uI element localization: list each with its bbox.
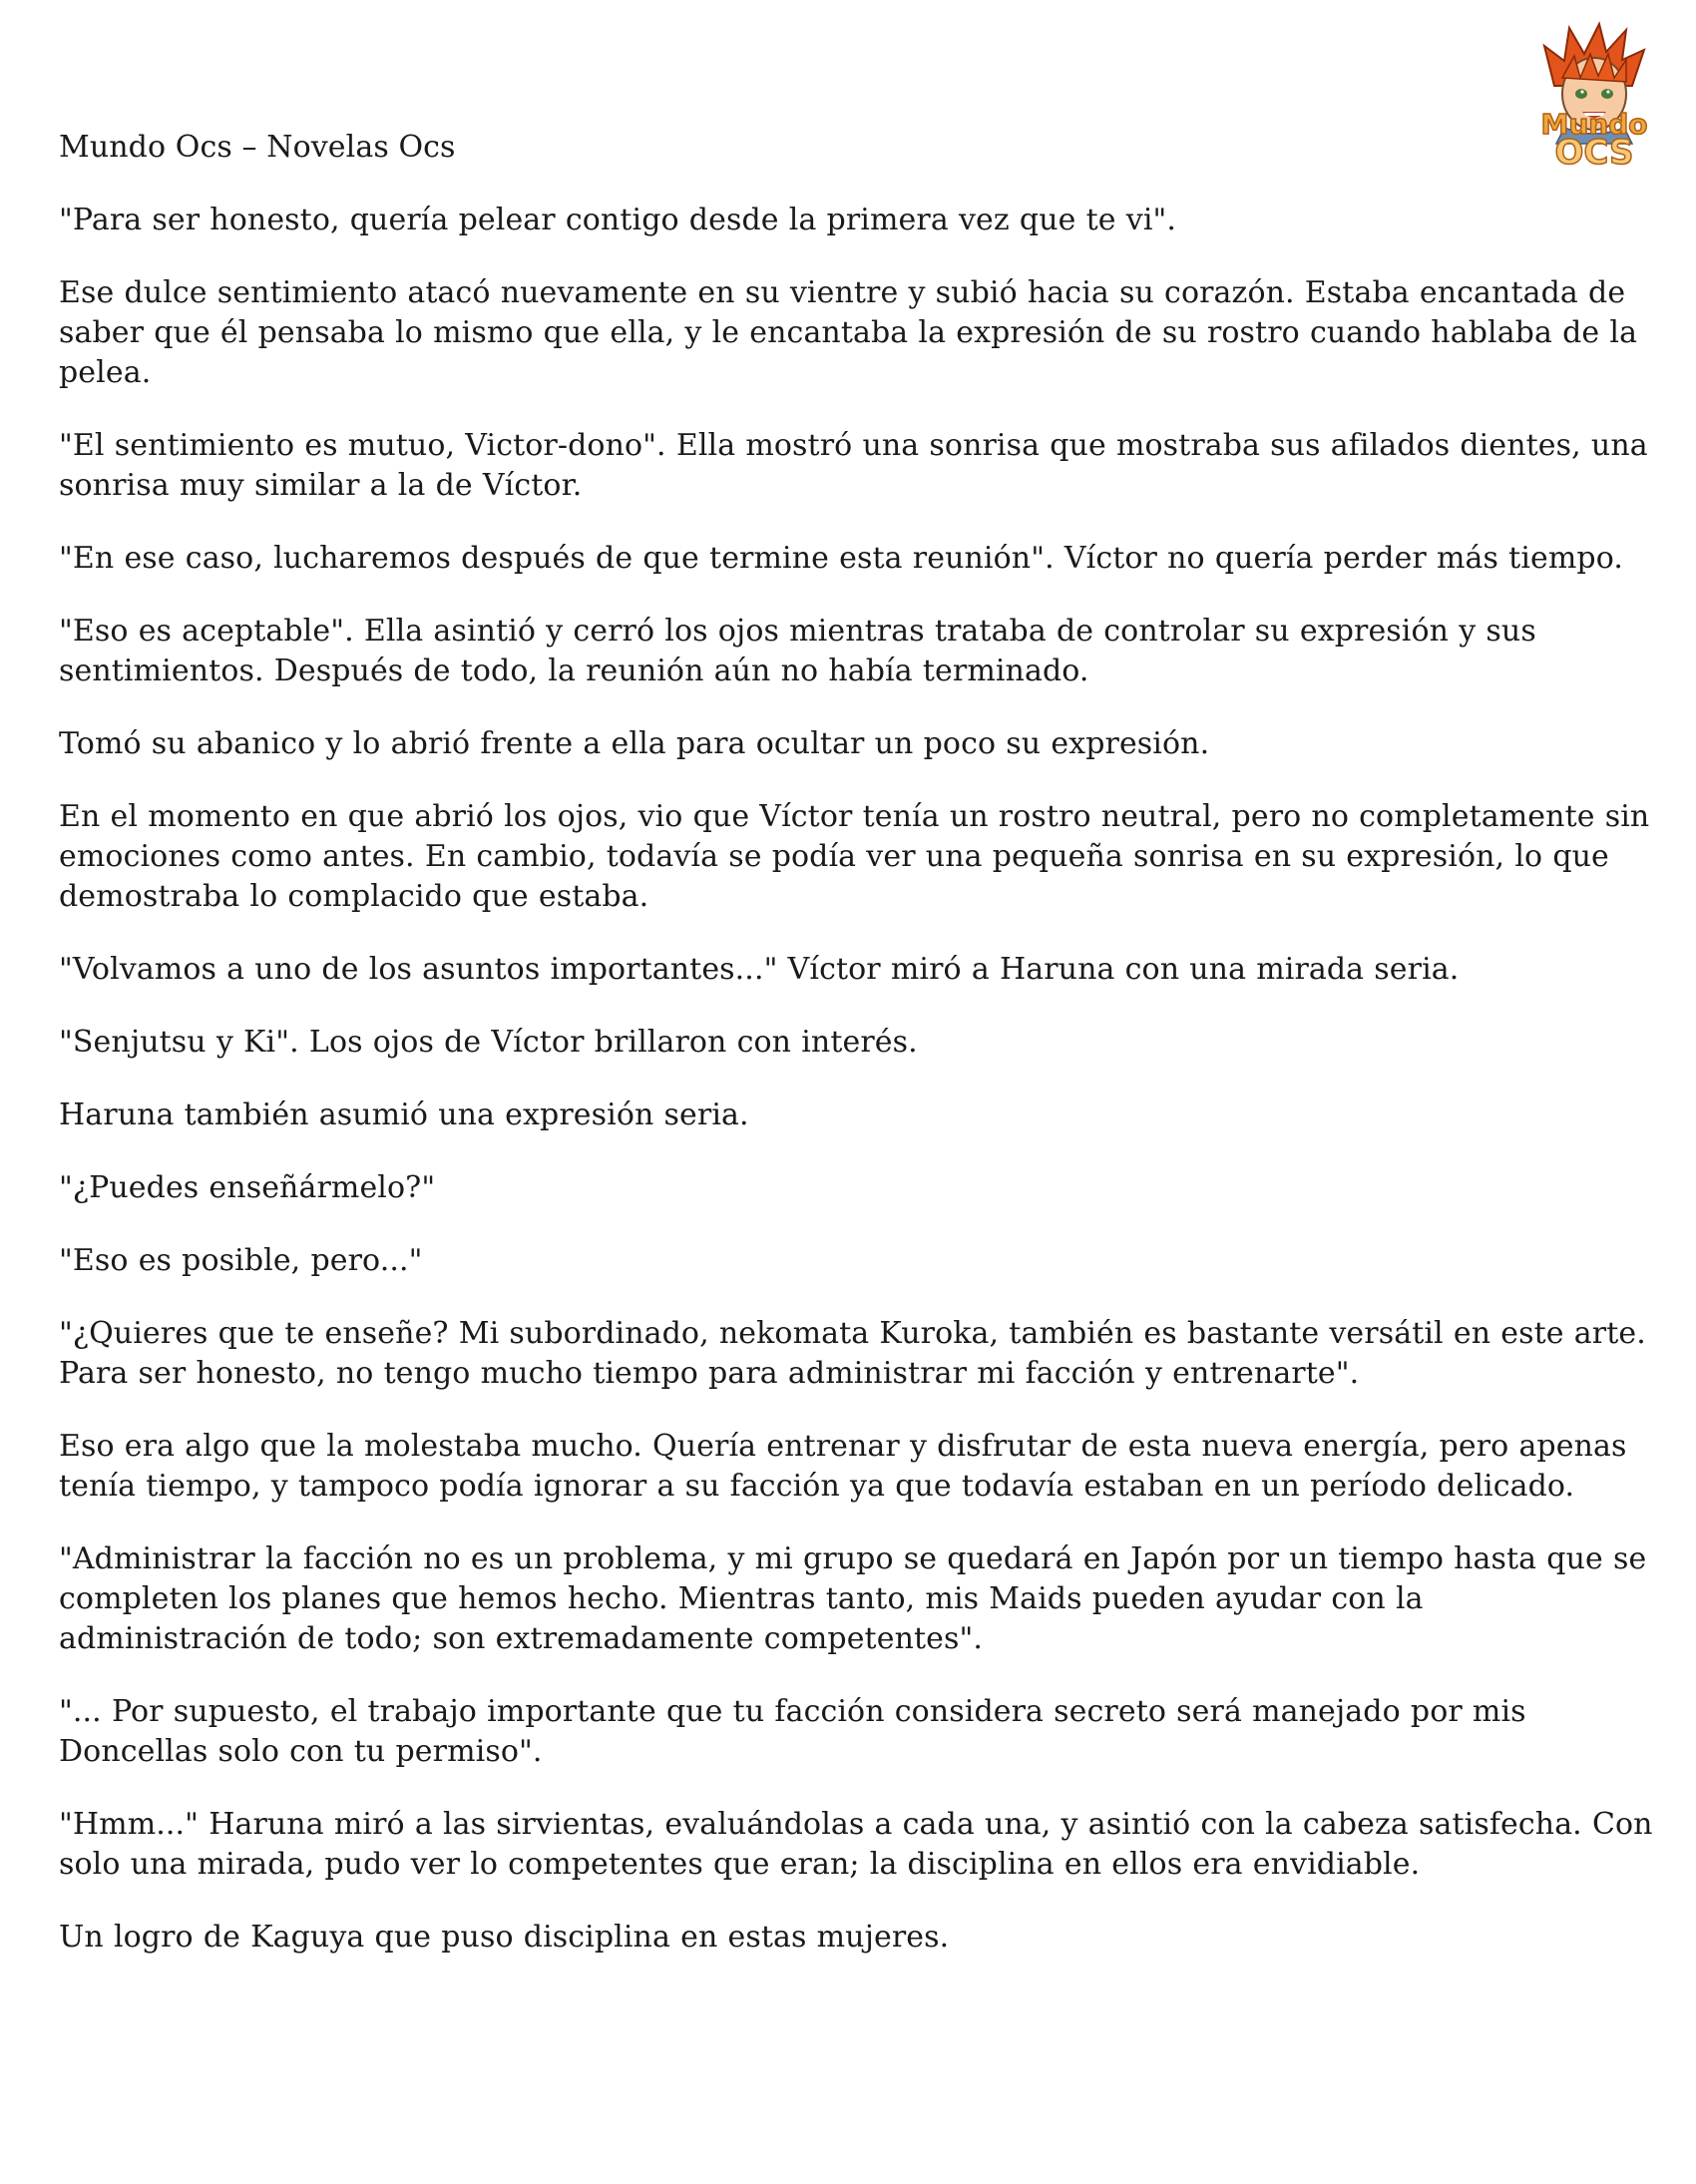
paragraph: "¿Quieres que te enseñe? Mi subordinado, nekomata Kuroka, también es bastante versátil en este arte. Para ser honesto, no tengo mucho tiempo para administrar mi facción y entrenarte". [59,1316,1646,1391]
paragraph: Un logro de Kaguya que puso disciplina en estas mujeres. [59,1920,950,1955]
document-body [59,128,1655,1990]
paragraph: "¿Puedes enseñármelo?" [59,1170,436,1205]
paragraph: "Volvamos a uno de los asuntos importantes..." Víctor miró a Haruna con una mirada seria. [59,952,1460,987]
paragraph: En el momento en que abrió los ojos, vio que Víctor tenía un rostro neutral, pero no completamente sin emociones como antes. En cambio, todavía se podía ver una pequeña sonrisa en su expresión, lo que demostraba lo complacido que estaba. [59,799,1650,914]
svg-text:OCS: OCS [1554,133,1634,173]
paragraph: "Hmm..." Haruna miró a las sirvientas, evaluándolas a cada una, y asintió con la cabeza satisfecha. Con solo una mirada, pudo ver lo competentes que eran; la disciplina en ellos era envidiable. [59,1807,1653,1882]
paragraph: Eso era algo que la molestaba mucho. Quería entrenar y disfrutar de esta nueva energía, pero apenas tenía tiempo, y tampoco podía ignorar a su facción ya que todavía estaban en un período delicado. [59,1429,1627,1504]
svg-text:Mundo: Mundo [1540,108,1648,141]
paragraph: Haruna también asumió una expresión seria. [59,1097,749,1132]
paragraph: "El sentimiento es mutuo, Victor-dono". Ella mostró una sonrisa que mostraba sus afilados dientes, una sonrisa muy similar a la de Víctor. [59,428,1648,503]
paragraph: "Eso es posible, pero..." [59,1243,423,1278]
paragraph-list [59,201,1655,1958]
paragraph: "Eso es aceptable". Ella asintió y cerró los ojos mientras trataba de controlar su expresión y sus sentimientos. Después de todo, la reunión aún no había terminado. [59,614,1536,688]
paragraph: "Senjutsu y Ki". Los ojos de Víctor brillaron con interés. [59,1025,918,1060]
paragraph: "En ese caso, lucharemos después de que termine esta reunión". Víctor no quería perder más tiempo. [59,541,1623,576]
paragraph: "Administrar la facción no es un problema, y mi grupo se quedará en Japón por un tiempo hasta que se completen los planes que hemos hecho. Mientras tanto, mis Maids pueden ayudar con la administración de todo; son extremadamente competentes". [59,1541,1647,1656]
paragraph: "... Por supuesto, el trabajo importante que tu facción considera secreto será manejado por mis Doncellas solo con tu permiso". [59,1694,1526,1769]
paragraph: Tomó su abanico y lo abrió frente a ella para ocultar un poco su expresión. [59,726,1210,761]
paragraph: Ese dulce sentimiento atacó nuevamente en su vientre y subió hacia su corazón. Estaba encantada de saber que él pensaba lo mismo que ella, y le encantaba la expresión de su rostro cuando hablaba de la pelea. [59,275,1638,390]
page-header: Mundo Ocs – Novelas Ocs [59,130,456,165]
paragraph: "Para ser honesto, quería pelear contigo desde la primera vez que te vi". [59,203,1177,237]
